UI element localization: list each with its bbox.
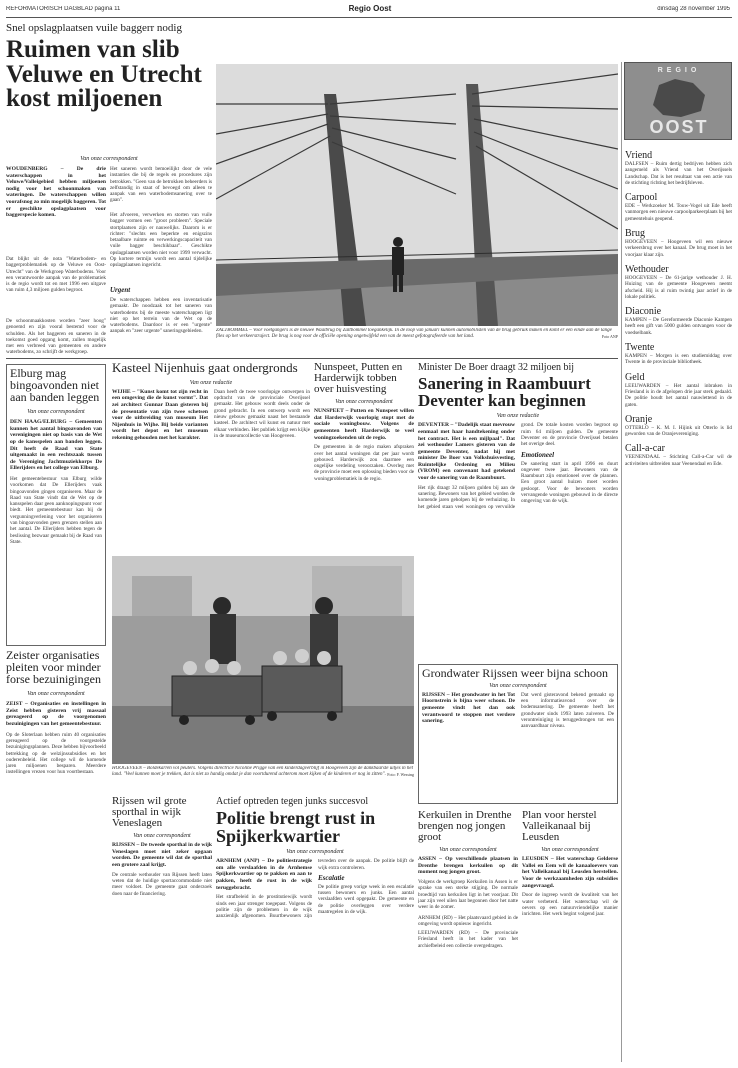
- nunspeet-body: De gemeenten in de regio maken afspraken over het aantal woningen dat per jaar wordt gebouwd. Harderwijk zou daarmee een ongelijke verdeling veroorzaken. Overleg met de provincie moet een oplossing bieden voor de woningproblematiek in de regio.: [314, 444, 414, 482]
- arnhem-intro: ARNHEM (ANP) – De politiestrategie om alle verslaafden in de Arnhemse Spijkerkwartier op te pakken en aan te pakken, heeft de rust in de wijk teruggebracht.: [216, 858, 312, 891]
- brief-arnhem: ARNHEM (RD) – Het plaatsvaard gebied in de omgeving wordt opnieuw ingericht.: [418, 914, 518, 927]
- elburg-byline: Van onze correspondent: [27, 409, 85, 416]
- kerkuilen-body: Volgens de werkgroep Kerkuilen in Assen is er sprake van een sterke stijging. De normale broedtijd van kerkuilen ligt in het voorjaar. Dit jaar zijn veel uilen laat begonnen door het natte weer in de zomer.: [418, 879, 518, 911]
- sidebar-item-title: Brug: [625, 228, 645, 240]
- sidebar-item-title: Call-a-car: [625, 443, 665, 455]
- lead-byline: Van onze correspondent: [80, 156, 138, 162]
- arnhem-article: [216, 796, 414, 1060]
- kerkuilen-article: [418, 810, 518, 1060]
- elburg-body: Het gemeentebestuur van Elburg wilde voorkomen dat De Ellerijders vaak bingoavonden gingen organiseren. Maar de Raad van State vindt dat de Wet op de kansspelen daar geen aanknopingspunt voor biedt. Het gemeentebestuur kan bij de vergunningverlening voor het organiseren van bingoavonden geen grenzen stellen aan het aantal. De Ellerijders hebben tegen de beslissing bezwaar gemaakt bij de Raad van State.: [10, 476, 102, 545]
- logo-bottom-text: OOST: [649, 117, 709, 137]
- zeister-body: Op de Sloterlaan hebben ruim 40 organisaties gereageerd op de voorgestelde bezuinigingsplannen. Deze hebben bijvoorbeeld betrekking op de welzijnssubsidies en het ouderenbeleid. Het college wil de komende jaren miljoenen besparen. Meerdere instellingen vrezen voor hun voortbestaan.: [6, 731, 106, 776]
- kasteel-byline: Van onze redactie: [189, 379, 233, 386]
- deventer-intro: DEVENTER – "Dadelijk staat mevrouw eenmaal met haar handtekening onder het contract. Het is een mijlpaal". Dat zei wethouder Lamers gisteren van de gemeente Deventer, nadat hij met minister De Boer van Volkshuisvesting, Ruimtelijke Ordening en Milieu (VROM) een convenant had getekend voor de sanering van de Raambuurt.: [418, 422, 515, 482]
- header-rule: [6, 17, 732, 18]
- bridge-illustration: [216, 64, 618, 326]
- sidebar-item-title: Geld: [625, 371, 645, 383]
- grondwater-body: Dat werd gisteravond bekend gemaakt op een informatieavond over de bodemsanering. De gemeente heeft het grondwater sinds 1993 laten zuiveren. De verontreiniging is teruggedrongen tot een aanvaardbaar niveau.: [521, 691, 614, 730]
- kasteel-article: [112, 362, 310, 554]
- rijssen-headline: Rijssen wil grote sporthal in wijk Veneslagen: [112, 796, 187, 829]
- sidebar-item-text: HOOGEVEEN – De 61-jarige wethouder J. H. Huizing van de gemeente Hoogeveen neemt afscheid. Hij is al ruim twintig jaar actief in de lokale politiek.: [625, 274, 732, 300]
- paper-name: REFORMATORISCH DAGBLAD pagina 11: [6, 6, 121, 12]
- sidebar-item-text: KAMPEN – De Gereformeerde Diaconie Kampen heeft een gift van 5000 gulden ontvangen voor de voedselbank.: [625, 317, 732, 336]
- zeister-article: [6, 650, 106, 1060]
- deventer-subhead: Emotioneel: [521, 450, 555, 459]
- lead-paragraph-1: Dat blijkt uit de nota "Waterbodem- en baggerproblematiek op de Veluwe en Oost-Utrecht" van de Werkgroep Waterbodems. Voor een verantwoorde aanpak van de problematiek is de regio wordt tot en met 1996 een uitgave van ruim 4,3 miljoen gulden begroot.: [6, 256, 106, 294]
- zeister-byline: Van onze correspondent: [27, 691, 85, 698]
- stroller-photo: [112, 556, 414, 764]
- bridge-photo: [216, 64, 618, 326]
- arnhem-body-2: De politie greep vorige week in een escalatie tussen bewoners en junks. Een aantal verslaafden werd opgepakt. De gemeente en de politie overleggen over verdere maatregelen in de wijk.: [318, 883, 414, 916]
- sidebar-item-title: Diaconie: [625, 306, 662, 318]
- sidebar-item: [625, 192, 732, 222]
- kasteel-body: Daan heeft de twee voorlopige ontwerpen in opdracht van de provinciale Overijssel gemaakt. Het gebouw wordt deels onder de grond gebracht. In een ontwerp wordt een nieuw gebouw gemaakt naast het bestaande kasteel. De architect wil kunst en natuur met elkaar verbinden. Het publiek krijgt een kijkje in de museumcollectie van Hoogeveen.: [214, 388, 310, 439]
- kerkuilen-byline: Van onze correspondent: [439, 847, 497, 854]
- deventer-body: Het rijk draagt 32 miljoen gulden bij aan de sanering. Bewoners van het gebied worden de komende jaren geholpen bij de verhuizing. In het gebied staan veel woningen op vervuilde grond. De totale kosten worden begroot op ruim 64 miljoen gulden. De gemeente Deventer en de provincie Overijssel betalen het overige deel.: [418, 422, 618, 510]
- bridge-photo-caption: [216, 328, 618, 354]
- arnhem-byline: Van onze correspondent: [286, 849, 344, 856]
- grondwater-byline: Van onze correspondent: [489, 682, 547, 689]
- rijssen-byline: Van onze correspondent: [133, 833, 191, 840]
- elburg-article: [6, 364, 106, 646]
- sidebar-item-title: Vriend: [625, 150, 653, 161]
- sidebar-item-title: Twente: [625, 342, 655, 354]
- sidebar-item: [625, 150, 732, 186]
- kasteel-text-columns: [112, 389, 310, 442]
- rijssen-article: [112, 796, 212, 1060]
- map-icon: [645, 75, 713, 119]
- regio-oost-logo: [624, 62, 732, 140]
- sidebar-item-text: DALFSEN – Ruim dertig bedrijven hebben zich aangemeld als Vriend van het Overijssels Landschap. Dat is het resultaat van een actie van de stichting richting het bedrijfsleven.: [625, 161, 732, 186]
- rijssen-intro: RIJSSEN – De tweede sporthal in de wijk Veneslagen moet niet zeker opgaan worden. De gemeente wil dat de sporthal een grotere zaal krijgt.: [112, 842, 212, 869]
- sidebar-item-text: EDE – Werkzoeker M. Touw-Vogel uit Ede heeft vanmorgen een nieuwe carpoolparkeerplaats bij het gemeentehuis geopend.: [625, 203, 732, 222]
- stroller-photo-caption-text: HOOGEVEEN – Boldekarren vol peuters. Volgens directrice Nicoline Prigge van een kinderdagverblijf in Hoogeveen zijn de dankbaarste uitjes in het land. "Veel kunnen moet je trekken, dat is niet zo handig omdat je dan voortdurend achterom moet kijken of de kinderen er nog in zitten".: [112, 766, 414, 777]
- sidebar-item: [625, 306, 732, 336]
- valleikanaal-article: [522, 810, 618, 1060]
- sidebar-item: [625, 228, 732, 258]
- rijssen-body: De centrale wethouder van Rijssen heeft laten weten dat de huidige sportaccommodatie niet meer voldoet. De gemeente gaat onderzoek doen naar de financiering.: [112, 871, 212, 897]
- sidebar-divider: [621, 62, 622, 1062]
- kasteel-headline: Kasteel Nijenhuis gaat ondergronds: [112, 362, 298, 375]
- deventer-byline: Van onze redactie: [496, 413, 540, 420]
- lead-paragraph-4: Het afvoeren, verwerken en storten van vuile bagger vormen een "groot probleem". Speciale stortplaatsen zijn er nauwelijks. Daarom is er richter: "slechts een beperkte en enigszins betaalbare ruimte en verwerkingscapaciteit van vuile bagger beschikbaar". Geschikte opslagplaatsen worden niet voor 1999 verwacht. Op kortere termijn wordt een aantal tijdelijke opslagplaatsen ingericht.: [110, 212, 212, 269]
- stroller-illustration: [112, 556, 414, 764]
- bridge-photo-credit: Foto ANP: [601, 334, 618, 339]
- stroller-photo-credit: Foto: F. Wessing: [387, 772, 414, 777]
- deventer-article: [418, 362, 618, 662]
- sidebar-item: [625, 443, 732, 467]
- arnhem-subhead: Escalatie: [318, 873, 345, 882]
- sidebar-item-text: KAMPEN – Morgen is een studiemiddag over Twente in de provinciale bibliotheek.: [625, 353, 732, 366]
- zeister-headline: Zeister organisaties pleiten voor minder forse bezuinigingen: [6, 650, 101, 686]
- sidebar-item-text: HOOGEVEEN – Hoogeveen wil een nieuwe verkeersbrug over het kanaal. De brug moet in het voorjaar klaar zijn.: [625, 239, 732, 258]
- bridge-photo-caption-text: ZALTBOMMEL – Voor voetgangers is de nieuwe Waalbrug bij Zaltbommel toegankelijk. In de loop van januari kunnen automobilisten van de brug gebruik maken en komt er een einde aan de lange files op het verkeerstraject. De brug is nog voor de officiële opening ongetwijfeld een van de meest gefotografeerde van het land.: [216, 328, 612, 339]
- lead-subhead: Urgent: [110, 286, 131, 294]
- lead-intro: WOUDENBERG – De drie waterschappen in het Veluwe/Valleigebied hebben miljoenen nodig voor het schoonmaken van wateringen. De waterschappen willen voorafsnog zo min mogelijk baggeren. Tot er geschikte opslagplaatsen voor baggerspecie komen.: [6, 166, 106, 219]
- grondwater-headline: Grondwater Rijssen weer bijna schoon: [422, 666, 608, 680]
- arnhem-text-columns: [216, 858, 414, 919]
- grondwater-text-columns: [422, 692, 614, 730]
- lead-paragraph-5: De waterschappen hebben een inventarisatie gemaakt. De noodzaak tot het saneren van waterbodems bij de meeste waterschappen ligt niet op het terrein van de Wet op de waterbodems. Daardoor is er een "urgente" aanpak en "zeer urgente" saneringsgebieden.: [110, 297, 212, 335]
- sidebar-item-text: LEEUWARDEN – Het aantal inbraken in Friesland is in de afgelopen drie jaar sterk gedaald. De politie houdt het aantal nauwlettend in de gaten.: [625, 382, 732, 408]
- valleikanaal-byline: Van onze correspondent: [541, 847, 599, 854]
- nunspeet-article: [314, 362, 414, 554]
- stroller-photo-caption: [112, 766, 414, 792]
- sidebar-column: [625, 150, 732, 1050]
- lead-paragraph-2: De schoonmaakkosten worden "zeer hoog" genoemd en zijn vooral bestemd voor de schulden. Als het baggeren en saneren in de toekomst goed opgang komt, zullen mogelijk met een verbreed van gemeenten en andere waterbodems, zo schrijft de werkgroep.: [6, 318, 106, 356]
- deventer-text-columns: [418, 422, 618, 510]
- lead-headline: Ruimen van slib Veluwe en Utrecht kost miljoenen: [6, 38, 202, 112]
- sidebar-item-text: VEENENDAAL – Stichting Call-a-Car wil de activiteiten uitbreiden naar Veenendaal en Ede.: [625, 454, 732, 467]
- kerkuilen-headline: Kerkuilen in Drenthe brengen nog jongen groot: [418, 810, 512, 843]
- kerkuilen-intro: ASSEN – Op verschillende plaatsen in Drenthe brengen kerkuilen op dit moment nog jongen groot.: [418, 856, 518, 876]
- logo-top-text: REGIO: [657, 67, 701, 74]
- sidebar-item: [625, 372, 732, 408]
- section-title: Regio Oost: [348, 4, 392, 13]
- valleikanaal-intro: LEUSDEN – Het waterschap Gelderse Vallei en Eem wil de kanaaloevers van het Valleikanaal bij Leusden herstellen. Voor de werkzaamheden zijn subsidies aangevraagd.: [522, 856, 618, 889]
- deventer-headline: Sanering in Raambuurt Deventer kan beginnen: [418, 374, 591, 410]
- valleikanaal-headline: Plan voor herstel Valleikanaal bij Leusden: [522, 810, 597, 843]
- zeister-intro: ZEIST – Organisaties en instellingen in Zeist hebben gisteren vrij massaal gereageerd op de voorgenomen bezuinigingen van het gemeentebestuur.: [6, 701, 106, 728]
- valleikanaal-body: Door de ingreep wordt de kwaliteit van het water verbeterd. Het waterschap wil de oevers op een natuurvriendelijke manier inrichten. Het werk begint volgend jaar.: [522, 892, 618, 918]
- deventer-kicker: Minister De Boer draagt 32 miljoen bij: [418, 362, 575, 373]
- arnhem-headline: Politie brengt rust in Spijkerkwartier: [216, 808, 376, 846]
- grondwater-intro: RIJSSEN – Het grondwater in het Tot Hoornstrein is bijna weer schoon. De gemeente vindt het dan ook verantwoord te stoppen met verdere sanering.: [422, 691, 515, 725]
- sidebar-item-title: Carpool: [625, 192, 658, 204]
- lead-paragraph-3: Het saneren wordt bemoeilijkt door de vele instanties die bij de regels en procedures zijn betrokken. "Geen van de betrokken beheerders is zelfstandig in staat of bevoegd om alleen te aanpak van een waterbodemsanering over te gaan".: [110, 166, 212, 204]
- deventer-body-2: De sanering start in april 1996 en duurt ongeveer twee jaar. Bewoners van de Raambuurt zijn emotioneel over de plannen. Een groot aantal huizen moet worden gesloopt. Voor de bewoners worden vervangende woningen gebouwd in de directe omgeving van de wijk.: [521, 460, 618, 505]
- nunspeet-byline: Van onze correspondent: [335, 399, 393, 406]
- elburg-intro: DEN HAAG/ELBURG – Gemeenten kunnen het aantal bingoavonden van verenigingen niet op basis van de Wet op de kansspelen aan banden leggen. Dit heeft de Raad van State uitgemaakt in een rechtszaak tussen de Vereniging Jachtmuziekkorps De Ellerijders en het college van Elburg.: [10, 419, 102, 472]
- grondwater-article: [418, 664, 618, 804]
- kasteel-intro: WIJHE – "Kunst komt tot zijn recht in een omgeving die de kunst vormt". Dat zei architect Gunnar Daan gisteren bij de presentatie van zijn twee schetsen voor de uitbreiding van museum Het Nijenhuis in Wijhe. Bij beide varianten wordt het depot en het museum rekening gehouden met het karakter.: [112, 388, 208, 441]
- sidebar-item: [625, 342, 732, 366]
- elburg-headline: Elburg mag bingoavonden niet aan banden leggen: [10, 366, 100, 404]
- arnhem-kicker: Actief optreden tegen junks succesvol: [216, 796, 369, 807]
- lead-kicker: Snel opslagplaatsen vuile baggerr nodig: [6, 22, 182, 34]
- nunspeet-headline: Nunspeet, Putten en Harderwijk tobben over huisvesting: [314, 362, 403, 395]
- sidebar-item-text: OTTERLO – K. M. I. Hijink uit Otterlo is lid geworden van de Oranjevereniging.: [625, 424, 732, 438]
- section-rule: [6, 358, 618, 359]
- arnhem-body: Het strafbeleid in de prostitutiewijk wordt sinds een jaar strenger toegepast. Volgens de politie zijn de problemen in de wijk aanzienlijk afgenomen. Buurtbewoners zijn tevreden over de aanpak. De politie blijft de wijk extra controleren.: [216, 858, 414, 920]
- brief-leeuwarden: LEEUWARDEN (RD) – De provinciale Friesland heeft in het kader van het archiefbeleid een collectie overgedragen.: [418, 930, 518, 949]
- nunspeet-intro: NUNSPEET – Putten en Nunspeet willen dat Harderwijk voorlopig stopt met de sociale woningbouw. Volgens de gemeenten heeft Harderwijk te veel woningzoekenden uit de regio.: [314, 408, 414, 441]
- sidebar-item: [625, 264, 732, 300]
- sidebar-item-title: Wethouder: [625, 263, 669, 275]
- sidebar-item: [625, 414, 732, 438]
- page-date: dinsdag 28 november 1995: [657, 6, 730, 12]
- sidebar-item-title: Oranje: [625, 413, 653, 425]
